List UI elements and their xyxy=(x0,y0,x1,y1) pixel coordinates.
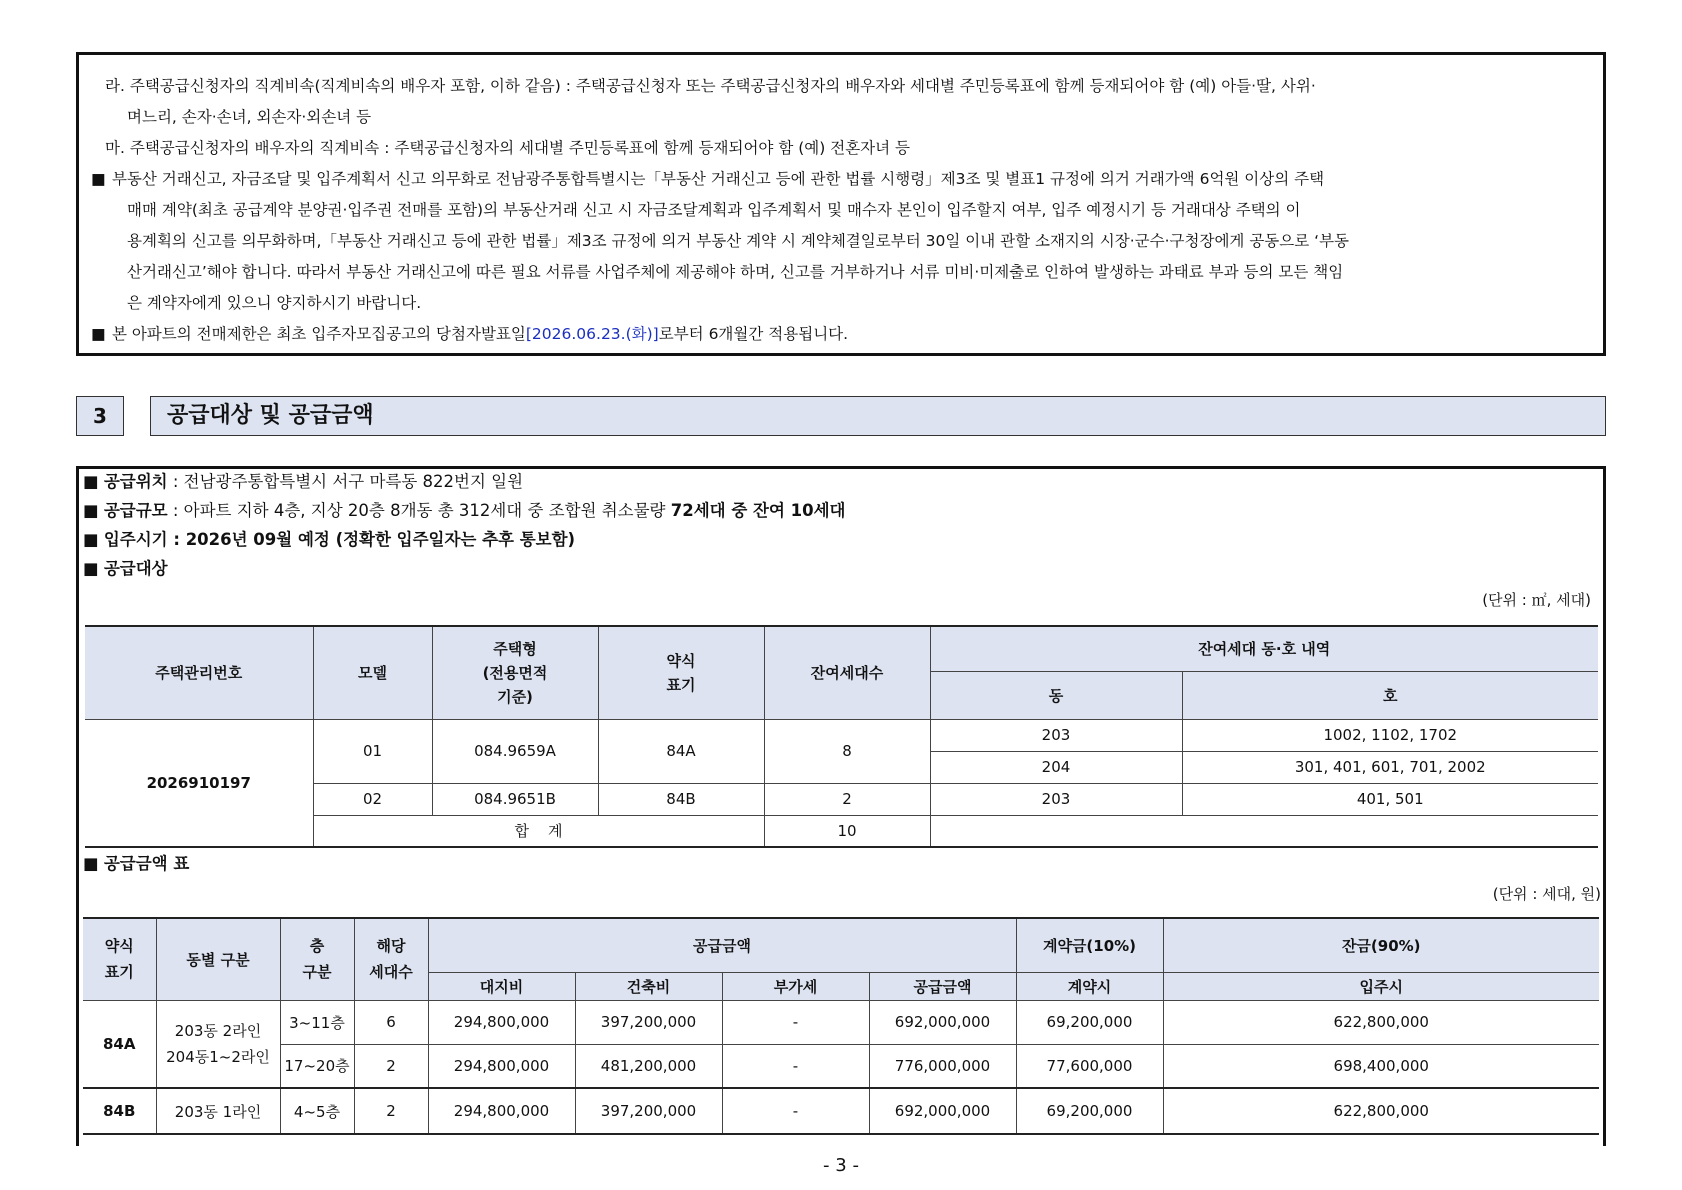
header-floor-l1: 층 xyxy=(309,937,325,956)
header-abbr xyxy=(598,626,764,719)
balance-cell: 622,800,000 xyxy=(1163,1000,1599,1044)
note-la-cont: 며느리, 손자·손녀, 외손자·외손녀 등 xyxy=(127,108,372,126)
header-type-l3: 기준) xyxy=(497,687,533,706)
total-cell: 776,000,000 xyxy=(869,1044,1016,1088)
total-label: 합 계 xyxy=(313,815,764,847)
note-la xyxy=(91,71,1591,102)
note-bullet1 xyxy=(91,164,1591,195)
abbr-cell: 84B xyxy=(598,783,764,815)
section-number: 3 xyxy=(76,396,124,436)
note-b2-date: [2026.06.23.(화)] xyxy=(525,325,659,343)
section-title: 공급대상 및 공급금액 xyxy=(150,396,1606,436)
note-ma-line: 주택공급신청자의 배우자의 직계비속 : 주택공급신청자의 세대별 주민등록표에 함께 등재되어야 함 (예) 전혼자녀 등 xyxy=(129,139,911,157)
bullet-square-icon: ■ xyxy=(91,170,106,188)
model-cell: 02 xyxy=(313,783,432,815)
bullet-square-icon: ■ xyxy=(91,325,106,343)
info-price-label xyxy=(83,851,189,877)
header-dong-group: 동별 구분 xyxy=(156,918,280,1000)
count-cell: 8 xyxy=(764,719,930,783)
header-vat: 부가세 xyxy=(722,972,869,1000)
deposit-cell: 69,200,000 xyxy=(1016,1088,1163,1134)
deposit-cell: 77,600,000 xyxy=(1016,1044,1163,1088)
balance-cell: 698,400,000 xyxy=(1163,1044,1599,1088)
dong-group-cell xyxy=(156,1000,280,1088)
dong-group-cell: 203동 1라인 xyxy=(156,1088,280,1134)
header-detail: 잔여세대 동·호 내역 xyxy=(930,626,1598,671)
note-b1-line1: 부동산 거래신고, 자금조달 및 입주계획서 신고 의무화로 전남광주통합특별시는「부동산 거래신고 등에 관한 법률 시행령」제3조 및 별표1 규정에 의거 거래가액 6억원 이상의 주택 xyxy=(111,170,1325,188)
header-remaining: 잔여세대수 xyxy=(764,626,930,719)
units-cell: 6 xyxy=(354,1000,428,1044)
abbr-cell: 84A xyxy=(598,719,764,783)
dong-group-l1: 203동 2라인 xyxy=(174,1021,262,1040)
type-cell: 084.9651B xyxy=(432,783,598,815)
header-type-l1: 주택형 xyxy=(493,639,537,658)
header-units-l2: 세대수 xyxy=(369,963,413,982)
info-movein-label: 입주시기 xyxy=(103,530,168,549)
table-row xyxy=(83,1044,1599,1088)
abbr-cell: 84B xyxy=(83,1088,156,1134)
header-supply-price: 공급금액 xyxy=(428,918,1016,972)
header-floor xyxy=(280,918,354,1000)
info-location-value: : 전남광주통합특별시 서구 마륵동 822번지 일원 xyxy=(167,472,524,491)
header-abbr-l2: 표기 xyxy=(666,675,696,694)
header-mgmt-no: 주택관리번호 xyxy=(85,626,313,719)
header-ho: 호 xyxy=(1182,671,1598,719)
vat-cell: - xyxy=(722,1000,869,1044)
bullet-square-icon: ■ xyxy=(83,559,99,578)
info-price-label-text: 공급금액 표 xyxy=(103,854,190,873)
units-cell: 2 xyxy=(354,1088,428,1134)
supply-unit: (단위 : ㎡, 세대) xyxy=(1482,591,1591,609)
total-count: 10 xyxy=(764,815,930,847)
info-scale xyxy=(83,498,845,524)
floor-cell: 3~11층 xyxy=(280,1000,354,1044)
note-b1-line5: 은 계약자에게 있으니 양지하시기 바랍니다. xyxy=(127,294,422,312)
header-land: 대지비 xyxy=(428,972,575,1000)
info-scale-value: : 아파트 지하 4층, 지상 20층 8개동 총 312세대 중 조합원 취소물량 xyxy=(167,501,671,520)
info-scale-label: 공급규모 xyxy=(103,501,168,520)
note-b1-line2: 매매 계약(최초 공급계약 분양권·입주권 전매를 포함)의 부동산거래 신고 시 자금조달계획과 입주계획서 및 매수자 본인이 입주할지 여부, 입주 예정시기 등 거래대상 주택의 이 xyxy=(127,201,1301,219)
bullet-square-icon: ■ xyxy=(83,501,99,520)
count-cell: 2 xyxy=(764,783,930,815)
info-target-label: 공급대상 xyxy=(103,559,168,578)
type-cell: 084.9659A xyxy=(432,719,598,783)
header-abbr-l2: 표기 xyxy=(104,963,134,982)
dong-cell: 203 xyxy=(930,783,1182,815)
supply-box xyxy=(76,466,1606,1146)
header-total: 공급금액 xyxy=(869,972,1016,1000)
floor-cell: 4~5층 xyxy=(280,1088,354,1134)
note-bullet2 xyxy=(91,319,1591,350)
dong-cell: 203 xyxy=(930,719,1182,751)
notes-box xyxy=(76,52,1606,356)
dong-group-l2: 204동1~2라인 xyxy=(166,1047,270,1066)
header-deposit-when: 계약시 xyxy=(1016,972,1163,1000)
ho-cell: 401, 501 xyxy=(1182,783,1598,815)
table-row xyxy=(83,1000,1599,1044)
header-abbr-l1: 약식 xyxy=(104,937,134,956)
deposit-cell: 69,200,000 xyxy=(1016,1000,1163,1044)
note-la-prefix: 라. xyxy=(105,77,125,95)
abbr-cell: 84A xyxy=(83,1000,156,1088)
building-cell: 397,200,000 xyxy=(575,1088,722,1134)
land-cell: 294,800,000 xyxy=(428,1000,575,1044)
info-movein-value: : 2026년 09월 예정 (정확한 입주일자는 추후 통보함) xyxy=(167,530,576,549)
header-balance: 잔금(90%) xyxy=(1163,918,1599,972)
page-number: - 3 - xyxy=(823,1155,859,1176)
info-location xyxy=(83,469,523,495)
total-cell: 692,000,000 xyxy=(869,1088,1016,1134)
header-building: 건축비 xyxy=(575,972,722,1000)
vat-cell: - xyxy=(722,1088,869,1134)
ho-cell: 301, 401, 601, 701, 2002 xyxy=(1182,751,1598,783)
price-table xyxy=(83,917,1599,1135)
header-abbr xyxy=(83,918,156,1000)
note-b2-post: 로부터 6개월간 적용됩니다. xyxy=(658,325,849,343)
bullet-square-icon: ■ xyxy=(83,530,99,549)
note-ma xyxy=(91,133,1591,164)
total-cell: 692,000,000 xyxy=(869,1000,1016,1044)
info-scale-bold: 72세대 중 잔여 10세대 xyxy=(670,501,846,520)
header-type xyxy=(432,626,598,719)
supply-table xyxy=(85,625,1598,848)
info-location-label: 공급위치 xyxy=(103,472,168,491)
note-b2-pre: 본 아파트의 전매제한은 최초 입주자모집공고의 당첨자발표일 xyxy=(111,325,526,343)
header-units xyxy=(354,918,428,1000)
bullet-square-icon: ■ xyxy=(83,854,99,873)
table-row xyxy=(83,1088,1599,1134)
header-units-l1: 해당 xyxy=(376,937,406,956)
building-cell: 397,200,000 xyxy=(575,1000,722,1044)
header-model: 모델 xyxy=(313,626,432,719)
land-cell: 294,800,000 xyxy=(428,1088,575,1134)
note-ma-prefix: 마. xyxy=(105,139,125,157)
land-cell: 294,800,000 xyxy=(428,1044,575,1088)
building-cell: 481,200,000 xyxy=(575,1044,722,1088)
header-deposit: 계약금(10%) xyxy=(1016,918,1163,972)
header-dong: 동 xyxy=(930,671,1182,719)
header-floor-l2: 구분 xyxy=(302,963,332,982)
header-abbr-l1: 약식 xyxy=(666,651,696,670)
note-b1-line3: 용계획의 신고를 의무화하며,「부동산 거래신고 등에 관한 법률」제3조 규정에 의거 부동산 계약 시 계약체결일로부터 30일 이내 관할 소재지의 시장·군수·구청장에게 공동으로 ‘부동 xyxy=(127,232,1350,250)
total-empty xyxy=(930,815,1598,847)
header-balance-when: 입주시 xyxy=(1163,972,1599,1000)
table-row xyxy=(85,719,1598,751)
note-b1-line4: 산거래신고’해야 합니다. 따라서 부동산 거래신고에 따른 필요 서류를 사업주체에 제공해야 하며, 신고를 거부하거나 서류 미비·미제출로 인하여 발생하는 과태료 부과 등의 모든 책임 xyxy=(127,263,1344,281)
units-cell: 2 xyxy=(354,1044,428,1088)
vat-cell: - xyxy=(722,1044,869,1088)
mgmt-no-cell: 2026910197 xyxy=(85,719,313,847)
ho-cell: 1002, 1102, 1702 xyxy=(1182,719,1598,751)
balance-cell: 622,800,000 xyxy=(1163,1088,1599,1134)
bullet-square-icon: ■ xyxy=(83,472,99,491)
model-cell: 01 xyxy=(313,719,432,783)
info-target xyxy=(83,556,168,582)
info-movein xyxy=(83,527,575,553)
floor-cell: 17~20층 xyxy=(280,1044,354,1088)
dong-cell: 204 xyxy=(930,751,1182,783)
note-la-line1: 주택공급신청자의 직계비속(직계비속의 배우자 포함, 이하 같음) : 주택공급신청자 또는 주택공급신청자의 배우자와 세대별 주민등록표에 함께 등재되어야 함 (예) 아들·딸, 사위· xyxy=(129,77,1316,95)
price-unit: (단위 : 세대, 원) xyxy=(1492,885,1601,903)
header-type-l2: (전용면적 xyxy=(482,663,548,682)
